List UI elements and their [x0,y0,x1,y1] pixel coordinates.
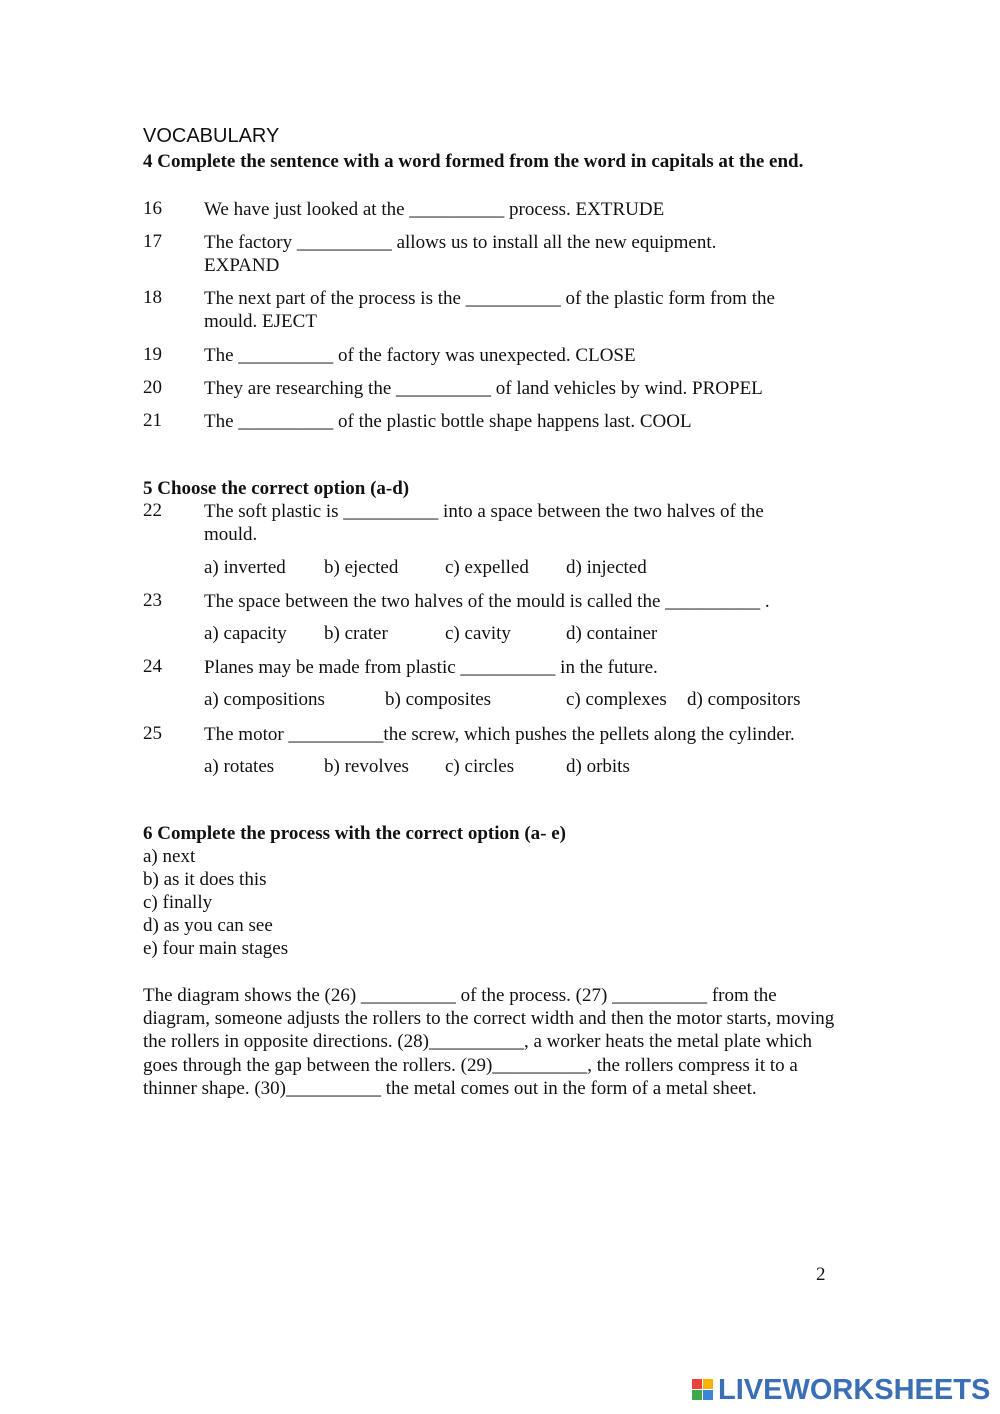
exercise-5-title: 5 Choose the correct option (a-d) [143,478,410,499]
option-b[interactable]: b) revolves [324,756,409,777]
item-number: 18 [143,287,162,308]
option-a[interactable]: a) capacity [204,623,287,644]
liveworksheets-logo [692,1373,991,1406]
process-option-c: c) finally [143,892,213,913]
option-b[interactable]: b) composites [385,689,492,710]
logo-square-blue [703,1390,713,1400]
item-number: 17 [143,231,162,252]
item-number: 25 [143,723,162,744]
option-c[interactable]: c) complexes [566,689,667,710]
option-b[interactable]: b) ejected [324,557,399,578]
item-number: 22 [143,500,162,521]
option-a[interactable]: a) inverted [204,557,286,578]
option-d[interactable]: d) compositors [687,689,801,710]
page-number: 2 [816,1264,826,1285]
option-a[interactable]: a) rotates [204,756,275,777]
option-c[interactable]: c) cavity [445,623,511,644]
item-text: The soft plastic is __________ into a space between the two halves of the [204,501,764,522]
item-number: 24 [143,656,162,677]
process-paragraph: The diagram shows the (26) __________ of the process. (27) __________ from the diagram, someone adjusts the rollers to the correct width and then the motor starts, moving the rollers in opposite directions. (28)__________, a worker heats the metal plate which goes through the gap between the rollers. (29)__________, the rollers compress it to a thinner shape. (30)__________ the metal comes out in the form of a metal sheet. [143,985,835,1099]
section-heading: VOCABULARY [143,125,280,147]
exercise-6-title: 6 Complete the process with the correct option (a- e) [143,823,567,844]
process-option-b: b) as it does this [143,869,267,890]
process-option-d: d) as you can see [143,915,273,936]
item-number: 20 [143,377,162,398]
item-text: The next part of the process is the __________ of the plastic form from the [204,288,775,309]
item-text: The factory __________ allows us to install all the new equipment. [204,232,717,253]
option-b[interactable]: b) crater [324,623,388,644]
item-text: The __________ of the plastic bottle shape happens last. COOL [204,411,692,432]
item-text: Planes may be made from plastic __________ in the future. [204,657,658,678]
item-text-continued: EXPAND [204,255,280,276]
logo-square-red [692,1379,702,1389]
process-option-e: e) four main stages [143,938,289,959]
option-a[interactable]: a) compositions [204,689,325,710]
process-option-a: a) next [143,846,196,867]
item-number: 19 [143,344,162,365]
item-number: 16 [143,198,162,219]
liveworksheets-squares-icon [692,1379,714,1401]
item-text: We have just looked at the __________ process. EXTRUDE [204,199,665,220]
item-number: 23 [143,590,162,611]
exercise-4-title: 4 Complete the sentence with a word formed from the word in capitals at the end. [143,151,804,172]
item-number: 21 [143,410,162,431]
item-text-continued: mould. [204,524,258,545]
brand-name: LIVEWORKSHEETS [718,1373,991,1406]
option-c[interactable]: c) expelled [445,557,529,578]
option-d[interactable]: d) container [566,623,658,644]
option-d[interactable]: d) orbits [566,756,630,777]
item-text: The motor __________the screw, which pushes the pellets along the cylinder. [204,724,795,745]
item-text-continued: mould. EJECT [204,311,317,332]
logo-square-green [692,1390,702,1400]
option-c[interactable]: c) circles [445,756,515,777]
option-d[interactable]: d) injected [566,557,647,578]
logo-square-yellow [703,1379,713,1389]
item-text: The space between the two halves of the mould is called the __________ . [204,591,770,612]
item-text: The __________ of the factory was unexpected. CLOSE [204,345,636,366]
item-text: They are researching the __________ of land vehicles by wind. PROPEL [204,378,763,399]
